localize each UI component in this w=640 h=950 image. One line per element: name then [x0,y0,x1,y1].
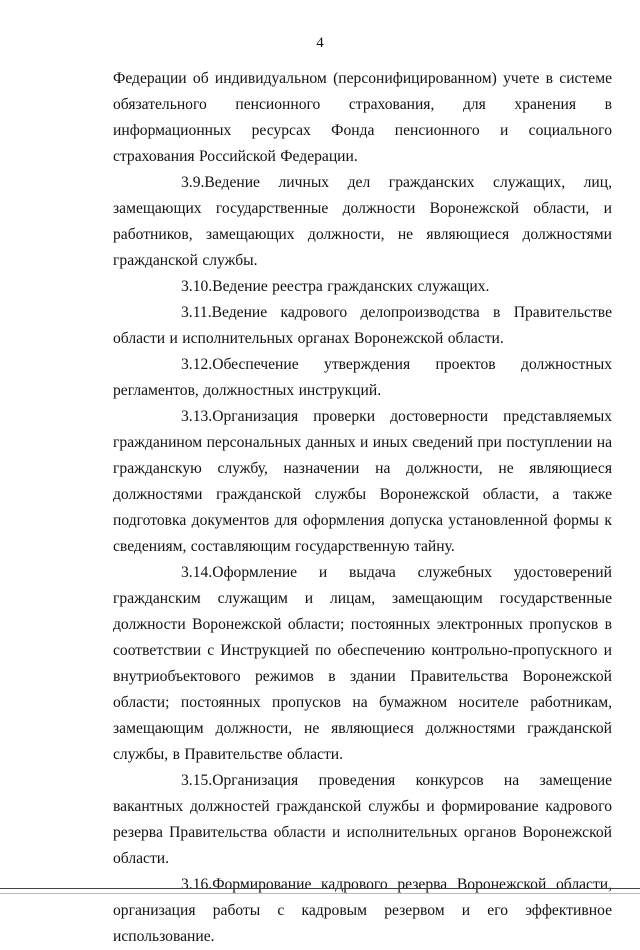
paragraph-text: Организация проверки достоверности представляемых гражданином персональных данных и иных сведений при поступлении на гражданскую службу, назначении на должности, не являющиеся должностями гражданской службы Воронежской области, а также подготовка документов для оформления допуска установленной формы к сведениям, составляющим государственную тайну. [113,408,612,555]
paragraph-text: Ведение кадрового делопроизводства в Правительстве области и исполнительных органах Воронежской области. [113,304,612,347]
paragraph-number: 3.15. [181,772,213,789]
paragraph-3-12 [113,352,612,404]
paragraph-text: Ведение реестра гражданских служащих. [212,278,490,295]
paragraph-text: Федерации об индивидуальном (персонифицированном) учете в системе обязательного пенсионного страхования, для хранения в информационных ресурсах Фонда пенсионного и социального страхования Российской Федерации. [113,70,612,165]
paragraph-text: Формирование кадрового резерва Воронежской области, организация работы с кадровым резервом и его эффективное использование. [113,876,612,945]
paragraph-3-13 [113,404,612,560]
paragraph-text: Оформление и выдача служебных удостоверений гражданским служащим и лицам, замещающим государственные должности Воронежской области; постоянных электронных пропусков в соответствии с Инструкцией по обеспечению контрольно-пропускного и внутриобъектового режимов в здании Правительства Воронежской области; постоянных пропусков на бумажном носителе работникам, замещающим должности, не являющиеся должностями гражданской службы, в Правительстве области. [113,564,612,763]
page-number: 4 [316,35,324,51]
paragraph-text: Организация проведения конкурсов на замещение вакантных должностей гражданской службы и формирование кадрового резерва Правительства области и исполнительных органов Воронежской области. [113,772,612,867]
paragraph-3-11 [113,300,612,352]
paragraph-text: Обеспечение утверждения проектов должностных регламентов, должностных инструкций. [113,356,612,399]
paragraph-number: 3.9. [181,174,205,191]
paragraph-number: 3.16. [181,876,213,893]
paragraph-continuation [113,66,612,170]
paragraph-number: 3.13. [181,408,213,425]
paragraph-3-15 [113,768,612,872]
paragraph-3-14 [113,560,612,768]
paragraph-3-10 [113,274,612,300]
paragraph-3-9 [113,170,612,274]
paragraph-number: 3.10. [181,278,213,295]
document-body [113,66,612,950]
paragraph-3-16 [113,872,612,950]
paragraph-text: Ведение личных дел гражданских служащих, лиц, замещающих государственные должности Воронежской области, и работников, замещающих должности, не являющиеся должностями гражданской службы. [113,174,612,269]
paragraph-number: 3.12. [181,356,213,373]
paragraph-number: 3.14. [181,564,213,581]
paragraph-number: 3.11. [181,304,212,321]
scan-edge-line-faint [0,893,640,894]
scan-edge-line [0,888,640,889]
